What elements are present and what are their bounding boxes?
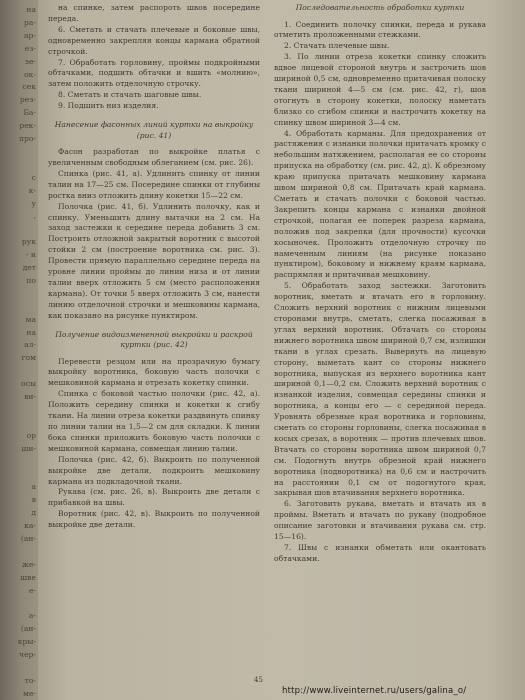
paragraph: Спинка с боковой частью полочки (рис. 42, а). Положить середину спинки и кокетки к сгибу ткани. На линии отреза кокетки раздвинуть спинку по линии талии на 1,5—2 см для складки. К линии бока спинки приложить боковую часть полочки с мешковиной кармана, совмещая линию талии. [48, 389, 260, 453]
edge-text-fragment: кры- [17, 637, 36, 647]
edge-text-fragment: с [31, 172, 36, 182]
edge-text-fragment: е- [28, 585, 36, 595]
left-column [48, 3, 260, 531]
edge-text-fragment: дет [22, 263, 36, 272]
edge-text-fragment: ме- [23, 688, 36, 698]
edge-text-fragment: чер- [19, 650, 36, 659]
edge-text-fragment: осы [21, 379, 36, 389]
fashion-lines-text [48, 147, 260, 322]
paragraph: 6. Сметать и стачать плечевые и боковые швы, одновременно закрепляя концы кармана обратной строчкой. [48, 24, 260, 56]
edge-text-fragment: зе- [24, 56, 36, 66]
edge-text-fragment: рук [21, 237, 36, 247]
edge-text-fragment: на [26, 5, 36, 14]
paragraph: 2. Стачать плечевые швы. [284, 41, 390, 51]
edge-text-fragment: сек [22, 82, 36, 92]
right-column [274, 3, 486, 565]
edge-text-fragment: ра- [24, 17, 36, 27]
edge-text-fragment: гом [21, 353, 36, 363]
edge-text-fragment: ар- [24, 30, 36, 40]
edge-text-fragment: ал- [24, 340, 36, 350]
edge-text-fragment: ви- [24, 392, 36, 401]
edge-text-fragment: ма [25, 314, 36, 324]
book-page [38, 0, 525, 700]
edge-text-fragment: у [31, 198, 36, 208]
edge-text-fragment: на [26, 327, 36, 337]
paragraph: Рукава (см. рис. 26, в). Выкроить две детали с прибавкой на швы. [48, 487, 260, 508]
paragraph: Фасон разработан по выкройке платья с увеличенным свободным облеганием (см. рис. 26). [48, 147, 260, 167]
edge-text-fragment: (ан- [20, 533, 36, 543]
edge-text-fragment: (ан- [20, 624, 36, 634]
section-heading-cutting: Получение видоизмененной выкройки и раскрой куртки (рис. 42) [55, 329, 253, 350]
edge-text-fragment: по [26, 275, 36, 285]
edge-text-fragment: шве [20, 572, 36, 582]
edge-text-fragment: , [33, 211, 36, 221]
paragraph: Воротник (рис. 42, в). Выкроить по полученной выкройке две детали. [48, 509, 260, 530]
edge-text-fragment: к- [28, 185, 36, 195]
paragraph: 3. По линии отреза кокетки спинку сложить вдвое лицевой стороной внутрь и застрочить шов шириной 0,5 см, одновременно притачивая полоску ткани шириной 4—5 см (см. рис. 42, г), шов отогнуть в сторону кокетки, полоску наметать близко со сгибом спинки и настрочить кокетку на спинку швом шириной 3—4 см. [274, 52, 486, 127]
edge-text-fragment: же- [21, 559, 36, 569]
paragraph: 4. Обработать карманы. Для предохранения от растяжения с изнанки полочки притачать кромку с небольшим натяжением, располагая ее со стороны припуска на обработку (см. рис. 42, д). К обрезному краю припуска притачать мешковину кармана швом шириной 0,8 см. Притачать край кармана. Сметать и стачать полочки с боковой частью. Закрепить концы кармана с изнанки двойной строчкой, полагая ее поперек разреза кармана, положив под закрепки (для прочности) кусочки косыночек. Проложить отделочную строчку по намеченным линиям (на рисунке показано пунктиром), боковому и нижнему краям кармана, распрямляя и притачивая мешковину. [274, 128, 486, 280]
edge-text-fragment: рез- [19, 95, 36, 105]
paragraph: Спинка (рис. 41, а). Удлинить спинку от линии талии на 17—25 см. Посередине спинки от глубины ростка вниз отложить длину кокетки 15—22 см. [48, 168, 260, 200]
paragraph: на спинке, затем распороть швов посередине переда. [48, 3, 260, 23]
page-number: 45 [254, 676, 263, 684]
edge-text-fragment: д [31, 508, 36, 518]
paragraph: 6. Заготовить рукава, вметать и втачать их в проймы. Вметать и втачать по рукаву (подробное описание заготовки и втачивания рукава см. стр. 15—16). [274, 499, 486, 542]
section-heading-fashion-lines: Нанесение фасонных линий куртки на выкройку (рис. 41) [54, 120, 254, 140]
adjacent-page-edge [0, 0, 38, 700]
section-heading-sequence: Последовательность обработки куртки [295, 3, 465, 12]
paragraph: Полочка (рис. 41, б). Удлинить полочку, как и спинку. Уменьшить длину вытачки на 2 см. На заход застежки к середине переда добавить 3 см. Построить отложной закрытый воротник с высотой стойки 2 см (построение воротника см. рис. 3). Провести прямую параллельно середине переда на уровне линии проймы до линии низа и от линии талии вверх отложить 5 см (место расположения кармана). От точки 5 вверх отложить 3 см, нанести линию отделочной строчки и мешковины кармана, как показано на рисунке пунктиром. [48, 201, 260, 320]
paragraph: 9. Подшить низ изделия. [58, 101, 159, 111]
paragraph: 8. Сметать и стачать шаговые швы. [58, 90, 202, 100]
paragraph: 7. Обработать горловину, проймы подкройными обтачками, подшить обтачки и вшить «молнию», затем положить отделочную строчку. [48, 57, 260, 89]
edge-text-fragment: а [31, 482, 36, 492]
edge-text-fragment: ор [26, 430, 36, 440]
edge-text-fragment: Ба- [23, 108, 36, 118]
edge-text-fragment: то- [24, 675, 36, 685]
edge-text-fragment: ок- [24, 69, 36, 79]
paragraph: Перевести резцом или на прозрачную бумагу выкройку воротника, боковую часть полочки с мешковиной кармана и отрезать кокетку спинки. [48, 356, 260, 388]
edge-text-fragment: ши- [21, 443, 36, 453]
paragraph: Полочка (рис. 42, б). Выкроить по полученной выкройке две детали, подкроить мешковину кармана из подкладочной ткани. [48, 454, 260, 486]
cutting-text [48, 357, 260, 532]
edge-text-fragment: про- [18, 134, 36, 143]
sequence-steps [274, 20, 486, 565]
paragraph: 7. Швы с изнанки обметать или окантовать обтачками. [274, 543, 486, 563]
paragraph: 1. Соединить полочку спинки, переда и рукава отметить проложенными стежками. [274, 19, 486, 40]
edge-text-fragment: ка- [24, 521, 36, 530]
edge-text-fragment: ез- [24, 43, 36, 53]
watermark-url: http://www.liveinternet.ru/users/galina_o/ [282, 686, 467, 696]
top-steps [48, 3, 260, 112]
edge-text-fragment: рек- [19, 121, 36, 131]
edge-text-fragment: - и [25, 250, 36, 260]
edge-text-fragment: а- [28, 611, 36, 621]
paragraph: 5. Обработать заход застежки. Заготовить воротник, вметать и втачать его в горловину. Сложить верхний воротник с нижним лицевыми сторонами внутрь, сметать, слегка посаживая в углах верхний воротник. Обтачать со стороны нижнего воротника швом шириной 0,7 см, излишки ткани в углах срезать. Вывернуть на лицевую сторону, выметать кант со стороны нижнего воротника, выпуская из верхнего воротника кант шириной 0,1—0,2 см. Сложить верхний воротник с изнанкой изделия, совмещая середины спинки и воротника, а концы его — с серединой переда. Уровнять обрезные края воротника и горловины, сметать со стороны горловины, слегка посаживая в косых срезах, а воротник — против плечевых швов. Втачать со стороны воротника швом шириной 0,7 см. Подогнуть внутрь обрезной край нижнего воротника (подворотника) на 0,6 см и настрочить на расстоянии 0,1 см от подогнутого края, закрывая шов втачивания верхнего воротника. [274, 281, 486, 498]
edge-text-fragment: в [31, 495, 36, 505]
